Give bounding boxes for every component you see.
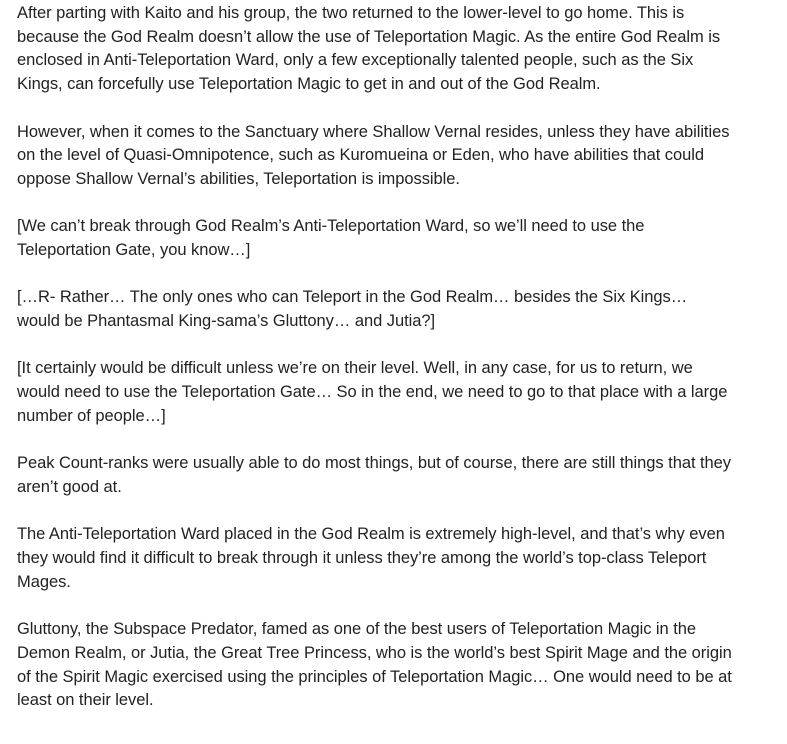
article-body (17, 2, 732, 737)
dialogue-paragraph: […R- Rather… The only ones who can Teleport in the God Realm… besides the Six Kings… would be Phantasmal King-sama’s Gluttony… and Jutia?] (17, 288, 688, 331)
dialogue-paragraph: [We can’t break through God Realm’s Anti-Teleportation Ward, so we’ll need to use the Teleportation Gate, you know…] (17, 217, 645, 259)
dialogue-paragraph: [It certainly would be difficult unless we’re on their level. Well, in any case, for us to return, we would need to use the Teleportation Gate… So in the end, we need to go to that place with a large number of people…] (17, 359, 728, 425)
paragraph: Peak Count-ranks were usually able to do most things, but of course, there are still things that they aren’t good at. (17, 454, 731, 496)
paragraph: However, when it comes to the Sanctuary where Shallow Vernal resides, unless they have abilities on the level of Quasi-Omnipotence, such as Kuromueina or Eden, who have abilities that could oppose Shallow Vernal’s abilities, Teleportation is impossible. (17, 122, 730, 188)
paragraph: The Anti-Teleportation Ward placed in the God Realm is extremely high-level, and that’s why even they would find it difficult to break through it unless they’re among the world’s top-class Teleport Mages. (17, 525, 725, 591)
paragraph: Gluttony, the Subspace Predator, famed as one of the best users of Teleportation Magic in the Demon Realm, or Jutia, the Great Tree Princess, who is the world’s best Spirit Mage and the origin of the Spirit Magic exercised using the principles of Teleportation Magic… One would need to be at least on their level. (17, 620, 732, 710)
paragraph: After parting with Kaito and his group, the two returned to the lower-level to go home. This is because the God Realm doesn’t allow the use of Teleportation Magic. As the entire God Realm is enclosed in Anti-Teleportation Ward, only a few exceptionally talented people, such as the Six Kings, can forcefully use Teleportation Magic to get in and out of the God Realm. (17, 4, 721, 94)
